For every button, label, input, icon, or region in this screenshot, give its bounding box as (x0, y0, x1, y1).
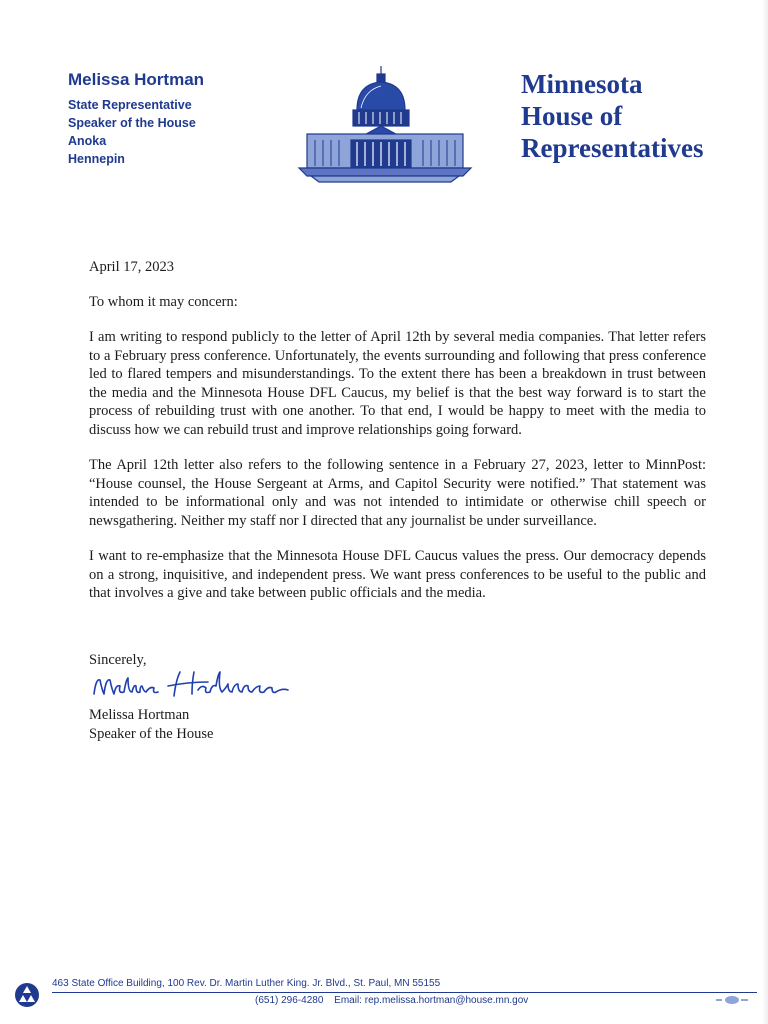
closing: Sincerely, (89, 652, 147, 668)
letter-body (89, 258, 706, 620)
recycle-icon (14, 982, 40, 1008)
footer-contact (255, 995, 528, 1006)
sender-role: Speaker of the House (68, 116, 196, 130)
organization-name (521, 68, 703, 164)
footer-phone: (651) 296-4280 (255, 995, 324, 1006)
salutation: To whom it may concern: (89, 293, 238, 310)
paragraph-2: The April 12th letter also refers to the following sentence in a February 27, 2023, letter to MinnPost: “House counsel, the House Sergeant at Arms, and Capitol Security were notified.” That statement was intended to be informational only and was not intended to intimidate or otherwise chill speech or newsgathering. Neither my staff nor I directed that any journalist be under surveillance. (89, 457, 706, 529)
signer-name: Melissa Hortman (89, 707, 190, 723)
footer-divider (52, 992, 757, 993)
paragraph-3: I want to re-emphasize that the Minnesota House DFL Caucus values the press. Our democracy depends on a strong, inquisitive, and independent press. We want press conferences to be useful to the public and that involves a give and take between public officials and the media. (89, 548, 706, 601)
org-line-2: House of (521, 101, 623, 131)
capitol-building-emblem (295, 62, 475, 184)
page-edge (762, 0, 768, 1024)
letterhead-sender (68, 70, 204, 168)
org-line-3: Representatives (521, 133, 704, 163)
footer-email: Email: rep.melissa.hortman@house.mn.gov (334, 995, 529, 1006)
sender-title: State Representative (68, 98, 192, 112)
sender-district-1: Anoka (68, 134, 107, 148)
sender-name: Melissa Hortman (68, 70, 205, 89)
sender-district-2: Hennepin (68, 152, 125, 166)
org-line-1: Minnesota (521, 69, 643, 99)
union-bug-icon (716, 995, 748, 1005)
paragraph-1: I am writing to respond publicly to the letter of April 12th by several media companies. That letter refers to a February press conference. Unfortunately, the events surrounding and following that press conference led to flared tempers and misunderstandings. To the extent there has been a breakdown in trust between the media and the Minnesota House DFL Caucus, my belief is that the best way forward is to start the process of rebuilding trust with one another. To that end, I would be happy to meet with the media to discuss how we can rebuild trust and improve relationships going forward. (89, 329, 706, 438)
handwritten-signature (88, 664, 298, 706)
signer-title: Speaker of the House (89, 725, 214, 742)
letter-date: April 17, 2023 (89, 259, 174, 275)
signature-block (89, 706, 213, 743)
footer-address: 463 State Office Building, 100 Rev. Dr. Martin Luther King. Jr. Blvd., St. Paul, MN 55155 (52, 978, 441, 989)
